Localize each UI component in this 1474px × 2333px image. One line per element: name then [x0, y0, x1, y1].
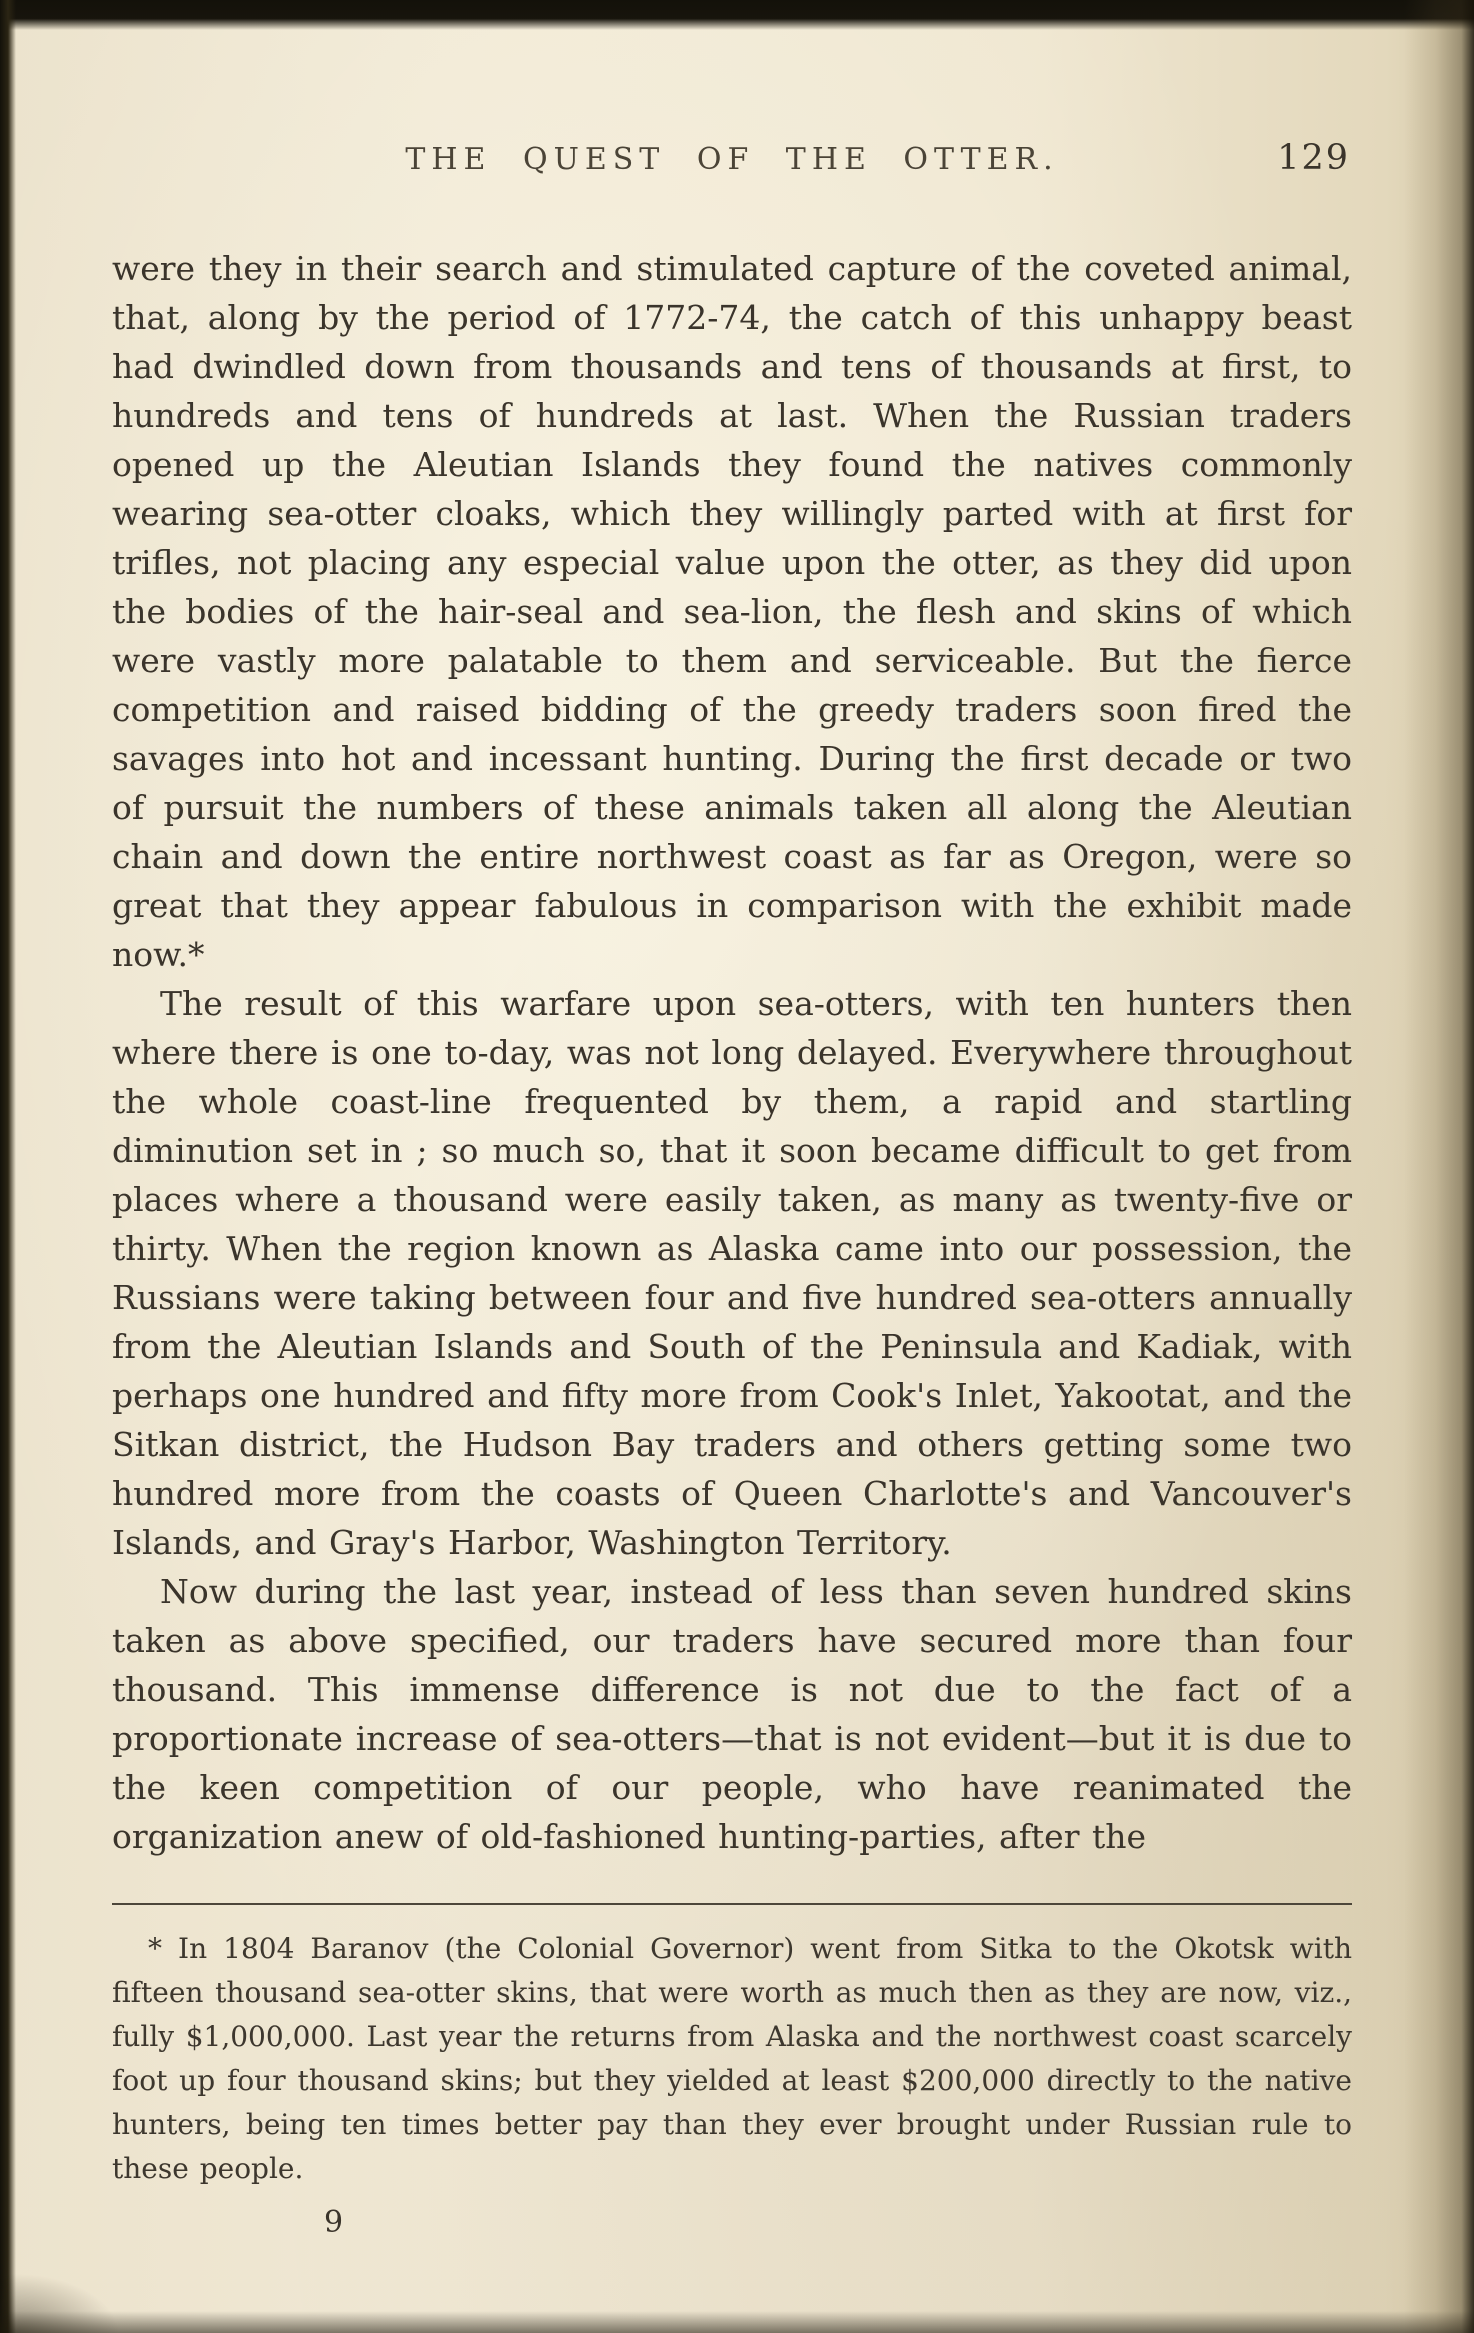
running-title: THE QUEST OF THE OTTER. — [405, 142, 1059, 177]
page-content — [112, 138, 1352, 2240]
scan-edge-right — [1404, 0, 1474, 2333]
page-number: 129 — [1277, 138, 1350, 178]
scan-edge-bottom — [0, 2311, 1474, 2333]
paragraph-1: were they in their search and stimulated capture of the coveted animal, that, along by the period of 1772-74, the catch of this unhappy beast had dwindled down from thousands and tens of thousands at first, to hundreds and tens of hundreds at last. When the Russian traders opened up the Aleutian Islands they found the natives commonly wearing sea-otter cloaks, which they willingly parted with at first for trifles, not placing any especial value upon the otter, as they did upon the bodies of the hair-seal and sea-lion, the flesh and skins of which were vastly more palatable to them and serviceable. But the fierce competition and raised bidding of the greedy traders soon fired the savages into hot and incessant hunting. During the first decade or two of pursuit the numbers of these animals taken all along the Aleutian chain and down the entire northwest coast as far as Oregon, were so great that they appear fabulous in comparison with the exhibit made now.* — [112, 249, 1352, 974]
scan-edge-left — [0, 0, 16, 2333]
scan-corner-stain — [0, 2273, 120, 2333]
footnote-divider — [112, 1903, 1352, 1905]
scan-edge-top — [0, 0, 1474, 30]
footnote: * In 1804 Baranov (the Colonial Governor) went from Sitka to the Okotsk with fifteen thousand sea-otter skins, that were worth as much then as they are now, viz., fully $1,000,000. Last year the returns from Alaska and the northwest coast scarcely foot up four thousand skins; but they yielded at least $200,000 directly to the native hunters, being ten times better pay than they ever brought under Russian rule to these people. — [112, 1932, 1352, 2185]
signature-mark: 9 — [324, 2205, 344, 2240]
paragraph-2: The result of this warfare upon sea-otters, with ten hunters then where there is one to-day, was not long delayed. Everywhere throughout the whole coast-line frequented by them, a rapid and startling diminution set in ; so much so, that it soon became difficult to get from places where a thousand were easily taken, as many as twenty-five or thirty. When the region known as Alaska came into our possession, the Russians were taking between four and five hundred sea-otters annually from the Aleutian Islands and South of the Peninsula and Kadiak, with perhaps one hundred and fifty more from Cook's Inlet, Yakootat, and the Sitkan district, the Hudson Bay traders and others getting some two hundred more from the coasts of Queen Charlotte's and Vancouver's Islands, and Gray's Harbor, Washington Territory. — [112, 984, 1352, 1562]
paragraph-3: Now during the last year, instead of less than seven hundred skins taken as above specified, our traders have secured more than four thousand. This immense difference is not due to the fact of a proportionate increase of sea-otters—that is not evident—but it is due to the keen competition of our people, who have reanimated the organization anew of old-fashioned hunting-parties, after the — [112, 1572, 1352, 1856]
page-header — [112, 138, 1352, 206]
